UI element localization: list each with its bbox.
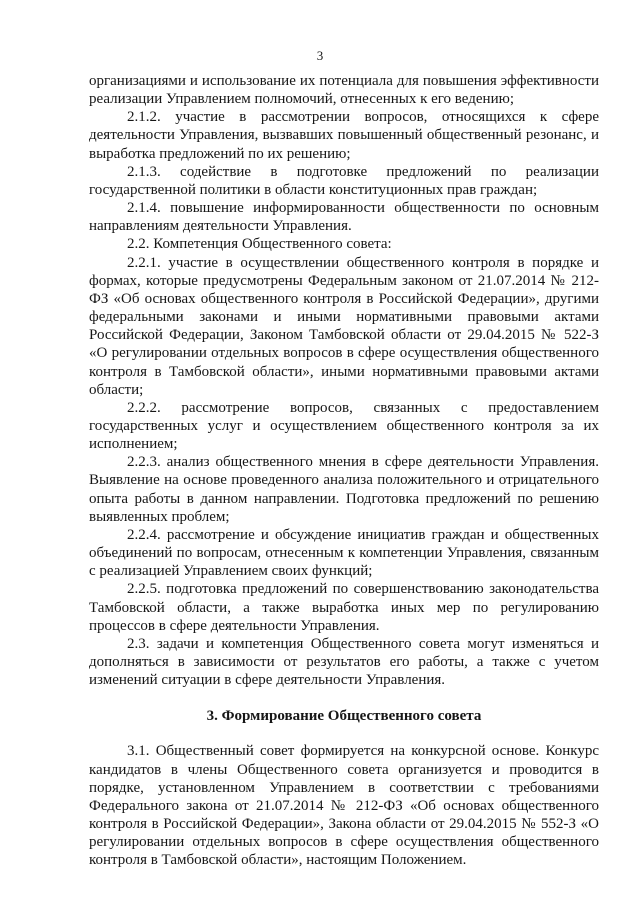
document-body xyxy=(89,72,599,870)
paragraph-2-1-4: 2.1.4. повышение информированности общественности по основным направлениям деятельности Управления. xyxy=(89,200,599,235)
paragraph-3-1: 3.1. Общественный совет формируется на конкурсной основе. Конкурс кандидатов в члены Общественного совета организуется и проводится в порядке, установленном Управлением в соответствии с требованиями Федерального закона от 21.07.2014 № 212-ФЗ «Об основах общественного контроля в Российской Федерации», Закона области от 29.04.2015 № 552-З «О регулировании отдельных вопросов в сфере осуществления общественного контроля в Тамбовской области», настоящим Положением. xyxy=(89,743,599,869)
paragraph-2-2-5: 2.2.5. подготовка предложений по совершенствованию законодательства Тамбовской области, а также выработка иных мер по регулированию процессов в сфере деятельности Управления. xyxy=(89,581,599,634)
paragraph-2-2-2: 2.2.2. рассмотрение вопросов, связанных с предоставлением государственных услуг и осуществлением общественного контроля за их исполнением; xyxy=(89,399,599,453)
paragraph-2-2-4: 2.2.4. рассмотрение и обсуждение инициатив граждан и общественных объединений по вопросам, отнесенным к компетенции Управления, связанным с реализацией Управлением своих функций; xyxy=(89,526,599,580)
paragraph-2-2: 2.2. Компетенция Общественного совета: xyxy=(127,236,392,253)
paragraph-2-1-2: 2.1.2. участие в рассмотрении вопросов, относящихся к сфере деятельности Управления, вызвавших повышенный общественный резонанс, и выработка предложений по их решению; xyxy=(89,109,599,162)
paragraph-2-3: 2.3. задачи и компетенция Общественного совета могут изменяться и дополняться в зависимости от результатов его работы, а также с учетом изменений ситуации в сфере деятельности Управления. xyxy=(89,635,599,689)
section-heading: 3. Формирование Общественного совета xyxy=(206,708,482,725)
paragraph-2-2-3: 2.2.3. анализ общественного мнения в сфере деятельности Управления. Выявление на основе проведенного анализа положительного и отрицательного опыта работы в данном направлении. Подготовка предложений по решению выявленных проблем; xyxy=(89,454,599,525)
paragraph-2-1-3: 2.1.3. содействие в подготовке предложений по реализации государственной политики в области конституционных прав граждан; xyxy=(89,163,599,198)
paragraph-2-2-1: 2.2.1. участие в осуществлении общественного контроля в порядке и формах, которые предусмотрены Федеральным законом от 21.07.2014 № 212-ФЗ «Об основах общественного контроля в Российской Федерации», другими федеральными законами и иными нормативными правовыми актами Российской Федерации, Законом Тамбовской области от 29.04.2015 № 522-З «О регулировании отдельных вопросов в сфере осуществления общественного контроля в Тамбовской области», иными нормативными правовыми актами области; xyxy=(89,254,599,398)
page-number: 3 xyxy=(316,48,324,63)
paragraph-continuation: организациями и использование их потенциала для повышения эффективности реализации Управлением полномочий, отнесенных к его ведению; xyxy=(89,73,599,108)
